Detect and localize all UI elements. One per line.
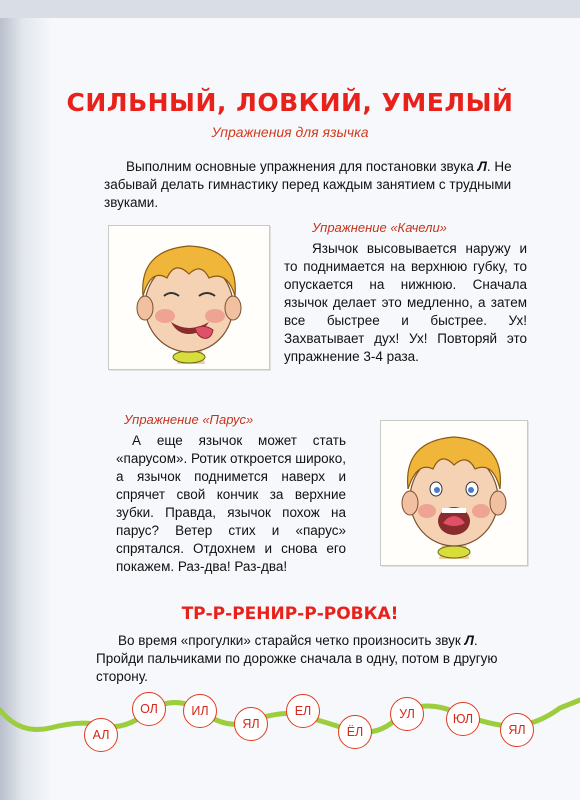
training-sound: Л xyxy=(464,633,474,648)
syllable-circle[interactable]: ЮЛ xyxy=(446,702,480,736)
child-face-tongue-up-icon xyxy=(381,421,527,565)
exercise1-body: Язычок высовывается наружу и то поднимается на верхнюю губку, то опускается на нижнюю. Сначала язычок делает это медленно, а затем все быстрее и быстрее. Ух! Захватывает дух! Ух! Повторяй это упражнение 3-4 раза. xyxy=(284,241,527,364)
training-paragraph xyxy=(96,632,528,686)
intro-sound: Л xyxy=(477,159,487,174)
intro-text-2: . Не забывай делать гимнастику перед каждым занятием с трудными звуками. xyxy=(104,159,512,210)
training-text: Во время «прогулки» старайся четко произносить звук xyxy=(118,633,461,648)
syllable-circle[interactable]: ЯЛ xyxy=(234,707,268,741)
page-subtitle: Упражнения для язычка xyxy=(211,124,369,140)
exercise1-title: Упражнение «Качели» xyxy=(312,220,447,235)
intro-text: Выполним основные упражнения для постановки звука xyxy=(126,159,474,174)
exercise2-body: А еще язычок может стать «парусом». Ротик откроется широко, а язычок поднимется наверх и спрячет свой кончик за верхние зубки. Правда, язычок похож на парус? Ветер стих и «парус» спрятался. Отдохнем и снова его покажем. Раз-два! Раз-два! xyxy=(116,433,346,574)
syllable-circle[interactable]: УЛ xyxy=(390,697,424,731)
syllable-circle[interactable]: ЯЛ xyxy=(500,713,534,747)
intro-paragraph xyxy=(104,158,522,212)
training-text-2: . Пройди пальчиками по дорожке сначала в одну, потом в другую сторону. xyxy=(96,633,498,684)
illustration-kacheli xyxy=(108,225,270,370)
page-title: СИЛЬНЫЙ, ЛОВКИЙ, УМЕЛЫЙ xyxy=(66,88,514,117)
training-title: ТР-Р-РЕНИР-Р-РОВКА! xyxy=(181,604,399,624)
syllable-circle[interactable]: ОЛ xyxy=(132,692,166,726)
illustration-parus xyxy=(380,420,528,566)
syllable-circle[interactable]: ЕЛ xyxy=(286,694,320,728)
syllable-circle[interactable]: АЛ xyxy=(84,718,118,752)
syllable-circle[interactable]: ЁЛ xyxy=(338,715,372,749)
syllable-circle[interactable]: ИЛ xyxy=(183,694,217,728)
child-face-tongue-out-icon xyxy=(109,226,269,369)
exercise2-title: Упражнение «Парус» xyxy=(124,412,254,427)
